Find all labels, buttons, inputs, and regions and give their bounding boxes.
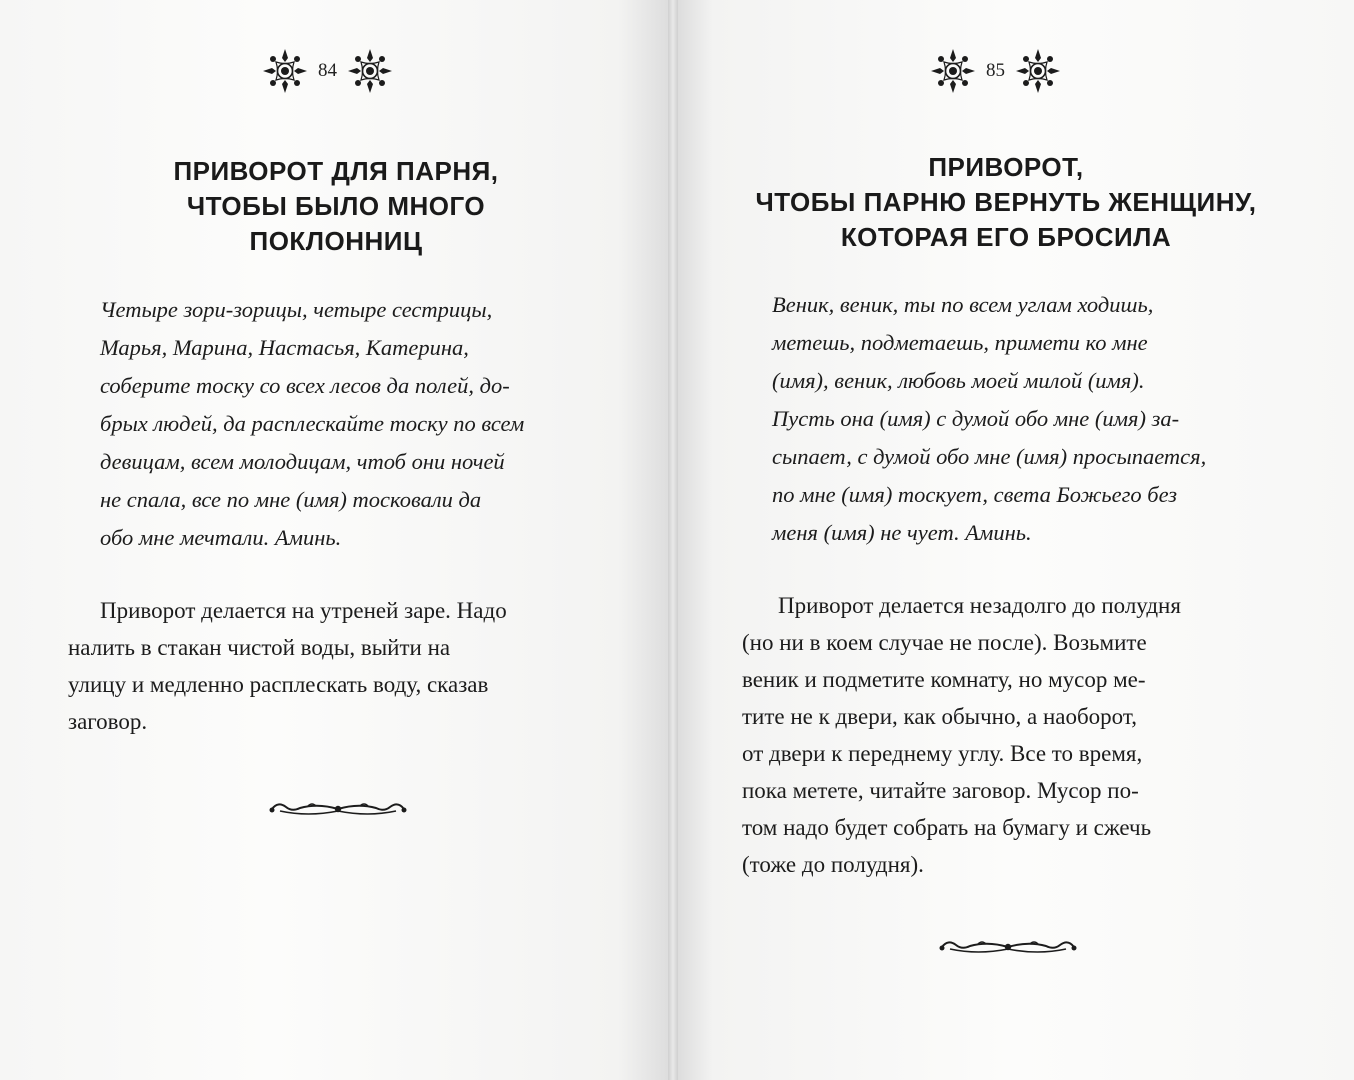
title-line: ПРИВОРОТ, xyxy=(928,152,1084,182)
spell-line: метешь, подметаешь, примети ко мне xyxy=(772,330,1148,355)
instruction-line: пока метете, читайте заговор. Мусор по- xyxy=(742,778,1139,803)
fleuron-icon xyxy=(347,48,393,94)
instruction-line: том надо будет собрать на бумагу и сжечь xyxy=(742,815,1152,840)
right-page-header xyxy=(930,46,1061,96)
instruction-line: Приворот делается незадолго до полудня xyxy=(778,593,1181,618)
instruction-line: веник и подметите комнату, но мусор ме- xyxy=(742,667,1146,692)
title-line: ЧТОБЫ ПАРНЮ ВЕРНУТЬ ЖЕНЩИНУ, xyxy=(755,187,1257,217)
title-line: ЧТОБЫ БЫЛО МНОГО xyxy=(186,191,486,221)
spell-line: Веник, веник, ты по всем углам ходишь, xyxy=(772,292,1154,317)
spell-line: обо мне мечтали. Аминь. xyxy=(100,525,342,550)
fleuron-icon xyxy=(262,48,308,94)
spell-line: Четыре зори-зорицы, четыре сестрицы, xyxy=(100,297,493,322)
left-page-number: 84 xyxy=(318,60,337,81)
right-page-number: 85 xyxy=(986,60,1005,81)
spell-line: Пусть она (имя) с думой обо мне (имя) за- xyxy=(772,406,1180,431)
spell-line: (имя), веник, любовь моей милой (имя). xyxy=(772,368,1145,393)
vignette-divider-icon xyxy=(938,936,1078,958)
instruction-line: Приворот делается на утреней заре. Надо xyxy=(100,598,507,623)
title-line: ПРИВОРОТ ДЛЯ ПАРНЯ, xyxy=(173,156,499,186)
spell-line: брых людей, да расплескайте тоску по всем xyxy=(100,411,525,436)
book-gutter xyxy=(668,0,678,1080)
right-page-title xyxy=(756,150,1257,255)
spell-line: девицам, всем молодицам, чтоб они ночей xyxy=(100,449,505,474)
fleuron-icon xyxy=(1015,48,1061,94)
title-line: КОТОРАЯ ЕГО БРОСИЛА xyxy=(840,222,1172,252)
spell-line: по мне (имя) тоскует, света Божьего без xyxy=(772,482,1178,507)
instruction-line: улицу и медленно расплескать воду, сказав xyxy=(68,672,489,697)
instruction-line: тите не к двери, как обычно, а наоборот, xyxy=(742,704,1137,729)
spell-line: меня (имя) не чует. Аминь. xyxy=(772,520,1032,545)
spell-line: соберите тоску со всех лесов да полей, до- xyxy=(100,373,510,398)
right-page xyxy=(672,0,1354,1080)
title-line: ПОКЛОННИЦ xyxy=(249,226,423,256)
vignette-divider-icon xyxy=(268,798,408,820)
instruction-line: (но ни в коем случае не после). Возьмите xyxy=(742,630,1147,655)
left-page-header xyxy=(262,46,393,96)
instruction-line: налить в стакан чистой воды, выйти на xyxy=(68,635,451,660)
spell-line: не спала, все по мне (имя) тосковали да xyxy=(100,487,482,512)
fleuron-icon xyxy=(930,48,976,94)
instruction-line: заговор. xyxy=(68,709,148,734)
spell-line: сыпает, с думой обо мне (имя) просыпается, xyxy=(772,444,1207,469)
instruction-line: от двери к переднему углу. Все то время, xyxy=(742,741,1143,766)
spell-line: Марья, Марина, Настасья, Катерина, xyxy=(100,335,469,360)
instruction-line: (тоже до полудня). xyxy=(742,852,924,877)
left-page xyxy=(0,0,672,1080)
left-page-title xyxy=(173,154,498,259)
